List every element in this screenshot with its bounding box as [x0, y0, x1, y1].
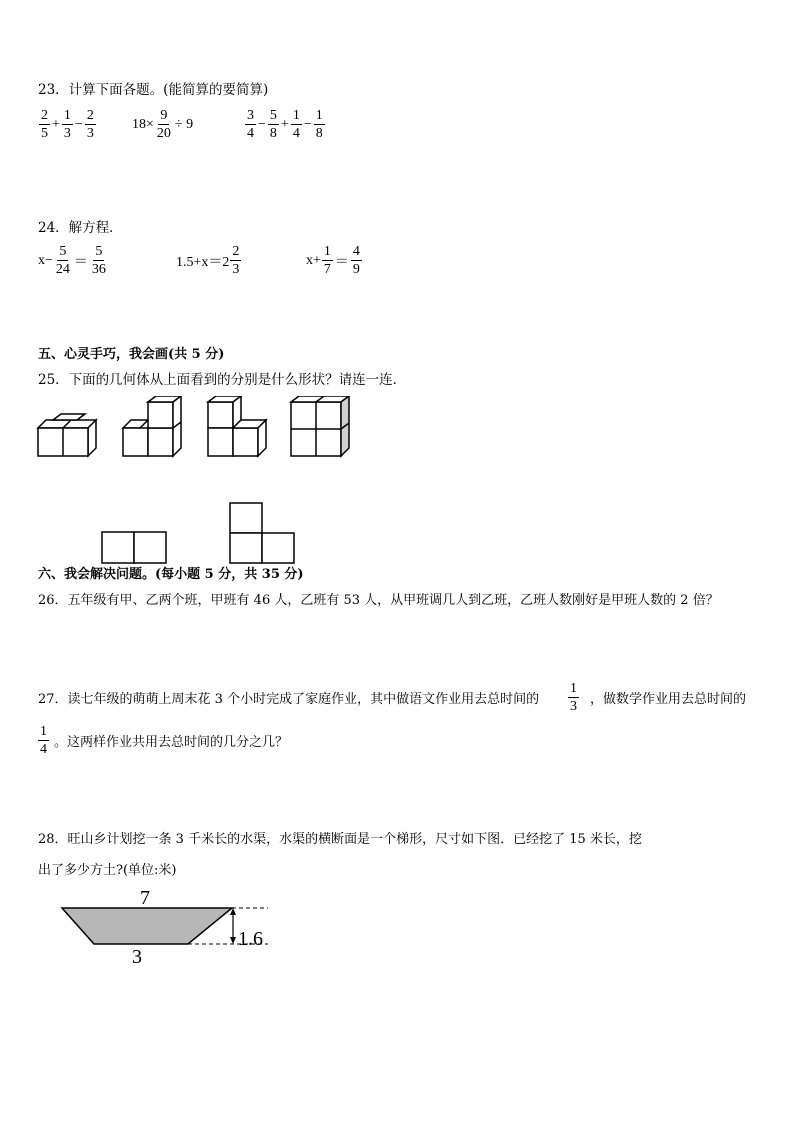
top-label: 7	[140, 887, 150, 909]
q24-equation-2: 1.5+x＝2 $\frac{2}{3}$	[176, 244, 240, 277]
solid-1	[38, 414, 96, 456]
q23-expression-1: $\frac{2}{5}$ + $\frac{1}{3}$ − $\frac{2}{3}$	[41, 108, 94, 141]
q25-title: 25．下面的几何体从上面看到的分别是什么形状？请连一连．	[38, 372, 407, 388]
q24-equation-1: x− $\frac{5}{24}$ ＝ $\frac{5}{36}$	[38, 244, 106, 277]
q23-expression-3: $\frac{3}{4}$ − $\frac{5}{8}$ + $\frac{1}{4}$ − $\frac{1}{8}$	[247, 108, 323, 141]
fraction: $\frac{2}{3}$	[86, 108, 94, 141]
q26-text: 26．五年级有甲、乙两个班，甲班有 46 人，乙班有 53 人，从甲班调几人到乙班，乙班人数刚好是甲班人数的 2 倍？	[38, 593, 719, 608]
fraction: $\frac{2}{3}$	[232, 244, 240, 277]
fraction: $\frac{5}{8}$	[269, 108, 277, 141]
top-view-1	[102, 532, 166, 563]
arrow-head-down	[230, 937, 236, 944]
height-label: 1.6	[238, 928, 263, 950]
q28-line2: 出了多少方土?(单位:米)	[38, 863, 177, 878]
q27-fraction-1: $\frac{1}{3}$	[570, 681, 577, 714]
fraction: $\frac{4}{9}$	[352, 244, 360, 277]
q23-title: 23．计算下面各题。(能简算的要简算)	[38, 82, 269, 98]
solid-4	[291, 396, 349, 456]
fraction: $\frac{3}{4}$	[247, 108, 254, 141]
solid-3	[208, 396, 266, 456]
q24-equation-3: x+ $\frac{1}{7}$ ＝ $\frac{4}{9}$	[306, 244, 360, 277]
q25-top-views-figure	[100, 502, 300, 566]
fraction: $\frac{1}{4}$	[292, 108, 300, 141]
fraction: $\frac{1}{8}$	[315, 108, 323, 141]
fraction: $\frac{5}{24}$	[55, 244, 70, 277]
solid-2	[123, 396, 181, 456]
bottom-label: 3	[132, 946, 142, 968]
top-view-2	[230, 503, 294, 563]
q25-solids-figure	[36, 396, 356, 460]
fraction: $\frac{1}{3}$	[63, 108, 71, 141]
q27-line2: 。这两样作业共用去总时间的几分之几？	[54, 735, 289, 750]
q27-line1-tail: ，做数学作业用去总时间的	[590, 692, 747, 707]
q27-line1: 27．读七年级的萌萌上周末花 3 个小时完成了家庭作业，其中做语文作业用去总时间的	[38, 692, 540, 707]
fraction: $\frac{5}{36}$	[91, 244, 106, 277]
q24-title: 24．解方程．	[38, 220, 123, 236]
q28-trapezoid-figure	[54, 886, 284, 968]
fraction: $\frac{1}{7}$	[323, 244, 331, 277]
section5-title: 五、心灵手巧，我会画(共 5 分)	[38, 347, 225, 362]
fraction: $\frac{2}{5}$	[41, 108, 48, 141]
section6-title: 六、我会解决问题。(每小题 5 分，共 35 分)	[38, 567, 304, 582]
q27-fraction-2: $\frac{1}{4}$	[40, 724, 47, 757]
trapezoid-cross-section	[62, 908, 232, 944]
q28-line1: 28．旺山乡计划挖一条 3 千米长的水渠，水渠的横断面是一个梯形，尺寸如下图．已经挖了 15 米长，挖	[38, 832, 642, 847]
fraction: $\frac{9}{20}$	[156, 108, 171, 141]
q23-expression-2: 18× $\frac{9}{20}$ ÷ 9	[132, 108, 194, 141]
